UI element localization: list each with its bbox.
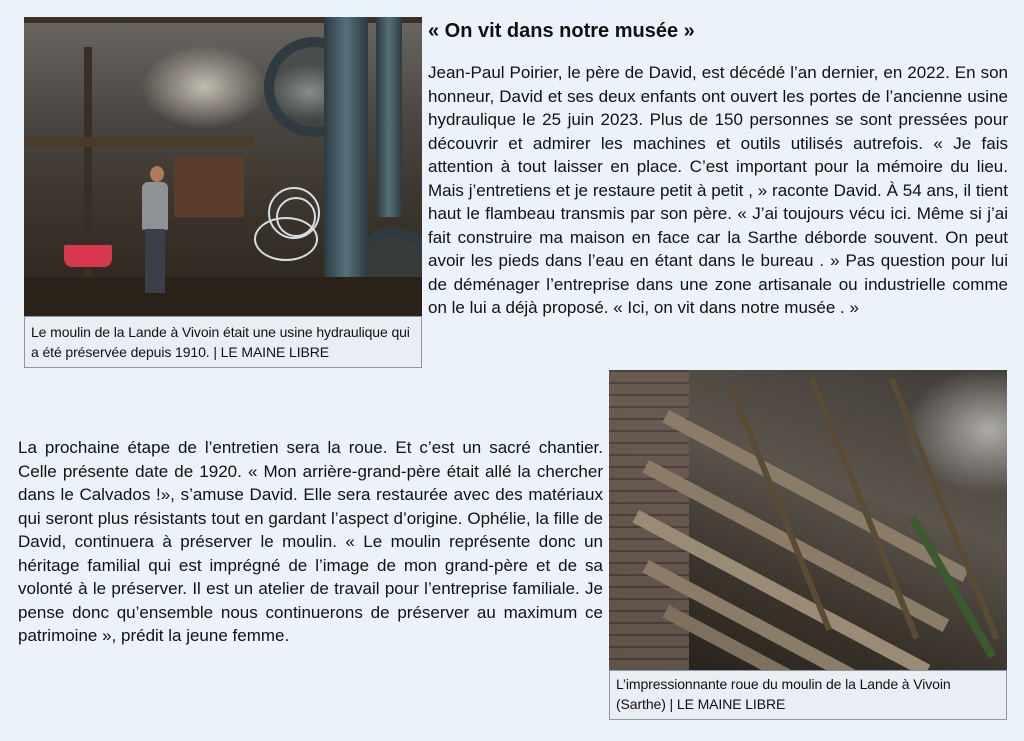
article-headline: « On vit dans notre musée »: [428, 20, 695, 42]
wooden-rail: [24, 137, 254, 147]
water-wheel-photo: [609, 370, 1007, 670]
wooden-post: [84, 47, 92, 277]
machine-column: [324, 17, 368, 316]
factory-interior-photo: [24, 17, 422, 316]
man-figure: [142, 182, 168, 230]
cable-coil: [254, 217, 318, 261]
man-figure: [150, 166, 164, 182]
floor: [24, 277, 422, 316]
article-paragraph: La prochaine étape de l’entretien sera la roue. Et c’est un sacré chantier. Celle présente date de 1920. « Mon arrière-grand-père était allé la chercher dans le Calvados !», s’amuse David. Elle sera restaurée avec des matériaux qui seront plus résistants tout en gardant l’aspect d’origine. Ophélie, la fille de David, continuera à préserver le moulin. « Le moulin représente donc un héritage familial qui est imprégné de l’image de mon grand-père et de sa volonté à le préserver. Il est un atelier de travail pour l’entreprise familiale. Je pense donc qu’ensemble nous continuerons de préserver au maximum ce patrimoine », prédit la jeune femme.: [18, 438, 603, 645]
workbench: [174, 157, 244, 217]
photo-caption: Le moulin de la Lande à Vivoin était une usine hydraulique qui a été préservée depuis 1910. | LE MAINE LIBRE: [24, 316, 422, 368]
machine-column: [376, 17, 402, 217]
man-figure: [145, 229, 165, 293]
article-paragraph: Jean-Paul Poirier, le père de David, est décédé l’an dernier, en 2022. En son honneur, David et ses deux enfants ont ouvert les portes de l’ancienne usine hydraulique le 25 juin 2023. Plus de 150 personnes se sont pressées pour découvrir et admirer les machines et outils utilisés autrefois. « Je fais attention à tout laisser en place. C’est important pour la mémoire du lieu. Mais j’entretiens et je restaure petit à petit , » raconte David. À 54 ans, il tient haut le flambeau transmis par son père. « J’ai toujours vécu ici. Même si j’ai fait construire ma maison en face car la Sarthe déborde souvent. On peut avoir les pieds dans l’eau en étant dans le bureau . » Pas question pour lui de déménager l’entreprise dans une zone artisanale ou industrielle comme on le lui a déjà proposé. « Ici, on vit dans notre musée . »: [428, 63, 1008, 317]
photo-caption: L’impressionnante roue du moulin de la Lande à Vivoin (Sarthe) | LE MAINE LIBRE: [609, 670, 1007, 720]
red-tub: [64, 245, 112, 267]
